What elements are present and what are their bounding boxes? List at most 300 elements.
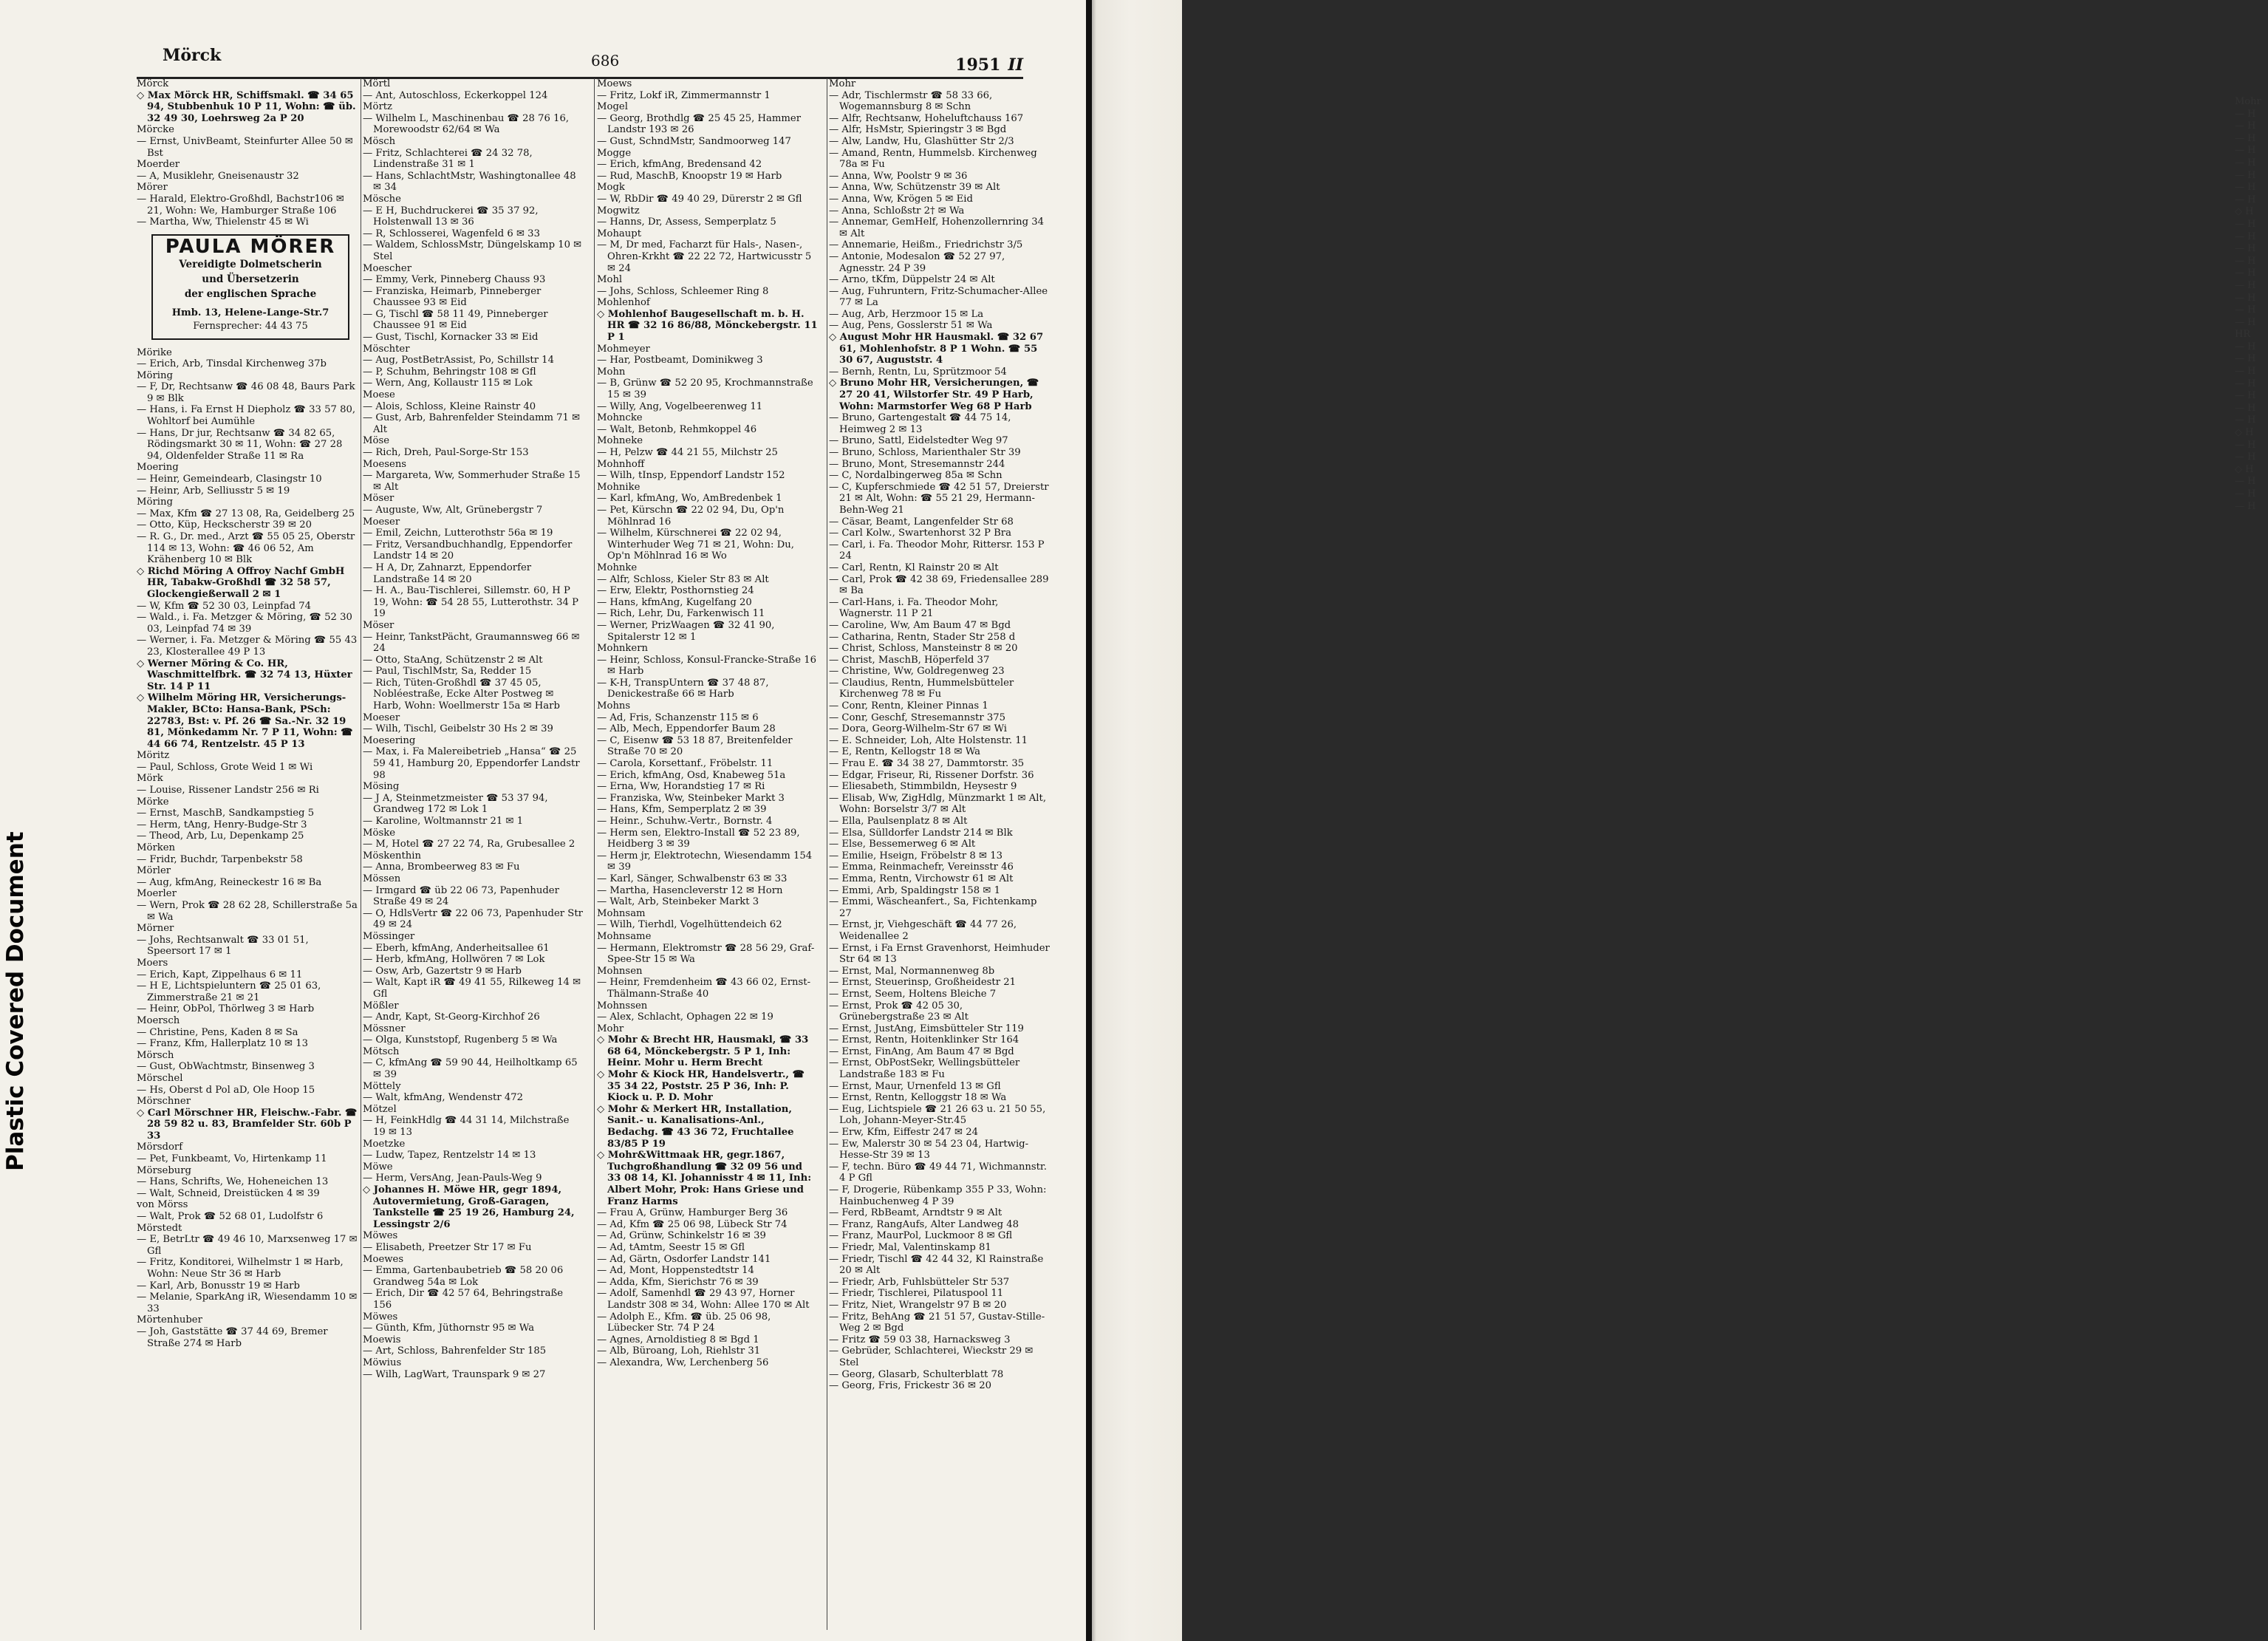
- edge-fragment: — H: [2235, 341, 2256, 352]
- adjacent-page-fragments: [2235, 96, 2268, 513]
- directory-entry: — Erw, Kfm, Eiffestr 247 ✉ 24: [829, 1127, 979, 1139]
- directory-entry: ◇ Carl Mörschner HR, Fleischw.-Fabr. ☎ 28 59 82 u. 83, Bramfelder Str. 60b P 33: [137, 1107, 358, 1142]
- surname-heading: Moerder: [137, 159, 180, 171]
- directory-entry: — Otto, StaAng, Schützenstr 2 ✉ Alt: [363, 654, 543, 666]
- directory-entry: — Alb, Büroang, Loh, Riehlstr 31: [597, 1345, 761, 1357]
- directory-entry: — Heinr, Gemeindearb, Clasingstr 10: [137, 474, 322, 485]
- surname-heading: Mohncke: [597, 412, 643, 424]
- directory-entry: — Claudius, Rentn, Hummelsbütteler Kirchenweg 78 ✉ Fu: [829, 677, 1014, 700]
- directory-entry: — M, Hotel ☎ 27 22 74, Ra, Grubesallee 2: [363, 839, 575, 850]
- column-divider: [594, 78, 595, 1630]
- directory-entry: — Catharina, Rentn, Stader Str 258 d: [829, 631, 1016, 643]
- directory-entry: — Annemar, GemHelf, Hohenzollernring 34 ✉ Alt: [829, 216, 1045, 239]
- directory-entry: — Friedr, Arb, Fuhlsbütteler Str 537: [829, 1276, 1010, 1288]
- directory-entry: — K-H, TranspUntern ☎ 37 48 87, Denickestraße 66 ✉ Harb: [597, 677, 769, 700]
- directory-entry: — Christine, Ww, Goldregenweg 23: [829, 666, 1005, 678]
- directory-entry: — Ernst, Rentn, Kelloggstr 18 ✉ Wa: [829, 1092, 1007, 1104]
- directory-entry: — Alois, Schloss, Kleine Rainstr 40: [363, 400, 536, 412]
- surname-heading: Mötzel: [363, 1103, 397, 1115]
- directory-entry: — Auguste, Ww, Alt, Grünebergstr 7: [363, 504, 543, 516]
- directory-entry: — Martha, Ww, Thielenstr 45 ✉ Wi: [137, 216, 309, 228]
- edge-fragment: — H: [2235, 194, 2256, 205]
- directory-entry: — Caroline, Ww, Am Baum 47 ✉ Bgd: [829, 619, 1011, 631]
- surname-heading: Moesens: [363, 458, 407, 470]
- directory-entry: — Werner, i. Fa. Metzger & Möring ☎ 55 43 23, Klosterallee 49 P 13: [137, 635, 358, 658]
- directory-entry: — Emilie, Hseign, Fröbelstr 8 ✉ 13: [829, 850, 1003, 862]
- directory-entry: — Ernst, JustAng, Eimsbütteler Str 119: [829, 1023, 1024, 1034]
- directory-entry: — Max, Kfm ☎ 27 13 08, Ra, Geidelberg 25: [137, 508, 355, 519]
- directory-entry: — Karl, Arb, Bonusstr 19 ✉ Harb: [137, 1280, 300, 1292]
- surname-heading: Mogk: [597, 182, 625, 194]
- surname-heading: Mohnsen: [597, 965, 643, 977]
- directory-entry: — B, Grünw ☎ 52 20 95, Krochmannstraße 15 ✉ 39: [597, 378, 813, 401]
- surname-heading: Mörtl: [363, 78, 391, 89]
- directory-entry: — Otto, Küp, Heckscherstr 39 ✉ 20: [137, 519, 312, 531]
- directory-entry: — Erw, Elektr, Posthornstieg 24: [597, 585, 754, 597]
- edge-fragment: ◇ H: [2235, 206, 2254, 218]
- ad-line-2: und Übersetzerin: [202, 273, 299, 286]
- surname-heading: Moerler: [137, 888, 177, 900]
- surname-heading: Mörschner: [137, 1096, 191, 1108]
- directory-entry: — Elisab, Ww, ZigHdlg, Münzmarkt 1 ✉ Alt, Wohn: Borselstr 3/7 ✉ Alt: [829, 792, 1047, 816]
- directory-entry: — A, Musiklehr, Gneisenaustr 32: [137, 170, 299, 182]
- directory-entry: ◇ Mohlenhof Baugesellschaft m. b. H. HR ☎ 32 16 86/88, Mönckebergstr. 11 P 1: [597, 308, 818, 344]
- directory-entry: — Paul, Schloss, Grote Weid 1 ✉ Wi: [137, 761, 313, 773]
- directory-entry: — Rich, Dreh, Paul-Sorge-Str 153: [363, 447, 529, 458]
- directory-entry: — Carl, Rentn, Kl Rainstr 20 ✉ Alt: [829, 562, 999, 573]
- directory-entry: — Karl, Sänger, Schwalbenstr 63 ✉ 33: [597, 873, 788, 884]
- directory-entry: — Fritz ☎ 59 03 38, Harnacksweg 3: [829, 1334, 1011, 1345]
- surname-heading: Moews: [597, 78, 632, 89]
- edge-fragment: — H: [2235, 500, 2256, 512]
- directory-entry: — E, Rentn, Kellogstr 18 ✉ Wa: [829, 746, 980, 758]
- surname-heading: Moewes: [363, 1253, 404, 1265]
- directory-entry: — Ludw, Tapez, Rentzelstr 14 ✉ 13: [363, 1150, 536, 1161]
- directory-entry: — Willy, Ang, Vogelbeerenweg 11: [597, 400, 763, 412]
- surname-heading: Möwius: [363, 1357, 402, 1368]
- directory-entry: — R. G., Dr. med., Arzt ☎ 55 05 25, Oberstr 114 ✉ 13, Wohn: ☎ 46 06 52, Am Krähenberg 10 ✉ Blk: [137, 531, 355, 566]
- surname-heading: Mörschel: [137, 1072, 183, 1084]
- surname-heading: Mohr: [597, 1023, 624, 1034]
- directory-entry: — Eug, Lichtspiele ☎ 21 26 63 u. 21 50 55, Loh, Johann-Meyer-Str.45: [829, 1103, 1046, 1127]
- directory-entry: — Friedr, Mal, Valentinskamp 81: [829, 1241, 991, 1253]
- directory-entry: — Aug, PostBetrAssist, Po, Schillstr 14: [363, 355, 554, 366]
- directory-entry: — Eberh, kfmAng, Anderheitsallee 61: [363, 942, 550, 954]
- ad-address: Hmb. 13, Helene-Lange-Str.7: [171, 307, 329, 319]
- directory-entry: — Rich, Lehr, Du, Farkenwisch 11: [597, 608, 765, 620]
- directory-entry: — F, Drogerie, Rübenkamp 355 P 33, Wohn: Hainbuchenweg 4 P 39: [829, 1184, 1047, 1207]
- directory-entry: — Else, Bessemerweg 6 ✉ Alt: [829, 839, 976, 850]
- spine-label: Plastic Covered Document: [2, 831, 29, 1171]
- directory-entry: — Ella, Paulsenplatz 8 ✉ Alt: [829, 816, 968, 827]
- directory-entry: — Erich, Dir ☎ 42 57 64, Behringstraße 156: [363, 1288, 564, 1311]
- surname-heading: Möring: [137, 497, 173, 508]
- directory-entry: — Joh, Gaststätte ☎ 37 44 69, Bremer Straße 274 ✉ Harb: [137, 1326, 328, 1349]
- edge-fragment: — H: [2235, 108, 2256, 120]
- surname-heading: Mörke: [137, 796, 169, 808]
- edge-fragment: — H: [2235, 255, 2256, 267]
- directory-entry: — Harald, Elektro-Großhdl, Bachstr106 ✉ 21, Wohn: We, Hamburger Straße 106: [137, 193, 344, 216]
- surname-heading: Mohnhoff: [597, 458, 645, 470]
- directory-entry: — Alw, Landw, Hu, Glashütter Str 2/3: [829, 135, 1014, 147]
- directory-entry: — Theod, Arb, Lu, Depenkamp 25: [137, 830, 304, 842]
- directory-entry: — Anna, Ww, Krögen 5 ✉ Eid: [829, 193, 973, 205]
- surname-heading: Moese: [363, 389, 395, 401]
- surname-heading: Mörike: [137, 347, 172, 358]
- surname-heading: Mörtz: [363, 101, 392, 113]
- directory-entry: — Gust, SchndMstr, Sandmoorweg 147: [597, 135, 791, 147]
- directory-entry: — Agnes, Arnoldistieg 8 ✉ Bgd 1: [597, 1334, 759, 1345]
- directory-entry: — Dora, Georg-Wilhelm-Str 67 ✉ Wi: [829, 723, 1008, 735]
- directory-entry: — Ew, Malerstr 30 ✉ 54 23 04, Hartwig-Hesse-Str 39 ✉ 13: [829, 1138, 1029, 1161]
- directory-entry: — Fridr, Buchdr, Tarpenbekstr 58: [137, 853, 303, 865]
- directory-entry: — Elsa, Sülldorfer Landstr 214 ✉ Blk: [829, 827, 1013, 839]
- directory-entry: — W, RbDir ☎ 49 40 29, Dürerstr 2 ✉ Gfl: [597, 193, 802, 205]
- directory-entry: — Walt, Kapt iR ☎ 49 41 55, Rilkeweg 14 ✉ Gfl: [363, 977, 581, 1000]
- directory-entry: — Adda, Kfm, Sierichstr 76 ✉ 39: [597, 1276, 759, 1288]
- surname-heading: Möser: [363, 619, 394, 631]
- surname-heading: Mohnsam: [597, 907, 646, 919]
- surname-heading: Moersch: [137, 1014, 180, 1026]
- surname-heading: Mohn: [597, 366, 626, 378]
- directory-entry: ◇ August Mohr HR Hausmakl. ☎ 32 67 61, Mohlenhofstr. 8 P 1 Wohn. ☎ 55 30 67, Auguststr. 4: [829, 332, 1044, 366]
- directory-entry: — Gust, Tischl, Kornacker 33 ✉ Eid: [363, 332, 539, 344]
- directory-entry: — Johs, Schloss, Schleemer Ring 8: [597, 285, 769, 297]
- directory-entry: — Carl, Prok ☎ 42 38 69, Friedensallee 289 ✉ Ba: [829, 573, 1049, 597]
- surname-heading: Möske: [363, 827, 396, 839]
- surname-heading: Moescher: [363, 262, 412, 274]
- directory-entry: — Walt, Arb, Steinbeker Markt 3: [597, 896, 759, 908]
- surname-heading: Mösing: [363, 781, 400, 793]
- directory-entry: — Friedr, Tischlerei, Pilatuspool 11: [829, 1288, 1004, 1300]
- surname-heading: Mörseburg: [137, 1164, 191, 1176]
- directory-entry: — Fritz, BehAng ☎ 21 51 57, Gustav-Stille-Weg 2 ✉ Bgd: [829, 1311, 1045, 1334]
- directory-entry: — Emmi, Arb, Spaldingstr 158 ✉ 1: [829, 884, 1000, 896]
- directory-entry: — Max, i. Fa Malereibetrieb „Hansa“ ☎ 25 59 41, Hamburg 20, Eppendorfer Landstr 98: [363, 746, 580, 781]
- edge-fragment: — H: [2235, 488, 2256, 499]
- directory-entry: — W, Kfm ☎ 52 30 03, Leinpfad 74: [137, 600, 312, 612]
- directory-entry: — Emma, Gartenbaubetrieb ☎ 58 20 06 Grandweg 54a ✉ Lok: [363, 1265, 564, 1288]
- directory-entry: — Conr, Rentn, Kleiner Pinnas 1: [829, 700, 988, 712]
- surname-heading: Mogel: [597, 101, 628, 113]
- directory-entry: ◇ Werner Möring & Co. HR, Waschmittelfbrk. ☎ 32 74 13, Hüxter Str. 14 P 11: [137, 658, 352, 692]
- edge-fragment: — H: [2235, 304, 2256, 316]
- header-year: 1951 II: [955, 55, 1023, 75]
- edge-fragment: — H: [2235, 316, 2256, 328]
- directory-entry: — Gust, Arb, Bahrenfelder Steindamm 71 ✉ Alt: [363, 412, 581, 435]
- directory-entry: — Emma, Reinmachefr, Vereinsstr 46: [829, 862, 1014, 873]
- directory-entry: — H A, Dr, Zahnarzt, Eppendorfer Landstraße 14 ✉ 20: [363, 562, 532, 585]
- header-name: Mörck: [163, 46, 222, 65]
- directory-entry: — Ferd, RbBeamt, Arndtstr 9 ✉ Alt: [829, 1207, 1003, 1219]
- directory-entry: — Paul, TischlMstr, Sa, Redder 15: [363, 666, 532, 678]
- directory-entry: — Wilh, tInsp, Eppendorf Landstr 152: [597, 470, 785, 482]
- directory-entry: — H E, Lichtspieluntern ☎ 25 01 63, Zimmerstraße 21 ✉ 21: [137, 980, 321, 1003]
- edge-fragment: — H: [2235, 169, 2256, 181]
- directory-entry: — Johs, Rechtsanwalt ☎ 33 01 51, Speersort 17 ✉ 1: [137, 934, 309, 958]
- surname-heading: Mohmeyer: [597, 343, 650, 355]
- directory-entry: — Ernst, jr, Viehgeschäft ☎ 44 77 26, Weidenallee 2: [829, 919, 1017, 942]
- ad-line-3: der englischen Sprache: [184, 288, 317, 301]
- column-4: [829, 78, 1051, 1630]
- edge-fragment: ◇ H: [2235, 463, 2254, 475]
- directory-entry: — Pet, Funkbeamt, Vo, Hirtenkamp 11: [137, 1153, 327, 1165]
- surname-heading: Mößler: [363, 1000, 399, 1011]
- directory-entry: ◇ Bruno Mohr HR, Versicherungen, ☎ 27 20 41, Wilstorfer Str. 49 P Harb, Wohn: Marmstorfer Weg 68 P Harb: [829, 378, 1039, 412]
- surname-heading: Möritz: [137, 750, 170, 762]
- directory-entry: — Heinr., Schuhw.-Vertr., Bornstr. 4: [597, 816, 773, 827]
- directory-entry: — Irmgard ☎ üb 22 06 73, Papenhuder Straße 49 ✉ 24: [363, 884, 559, 908]
- edge-fragment: — H: [2235, 267, 2256, 279]
- directory-entry: ◇ Wilhelm Möring HR, Versicherungs-Makler, BCto: Hansa-Bank, PSch: 22783, Bst: v. Pf. 26 ☎ Sa.-Nr. 32 19 81, Mönkedamm Nr. 7 P 11, Wohn: ☎ 44 66 74, Rentzelstr. 45 P 13: [137, 692, 353, 750]
- directory-entry: — Art, Schloss, Bahrenfelder Str 185: [363, 1345, 547, 1357]
- directory-entry: — Osw, Arb, Gazertstr 9 ✉ Harb: [363, 965, 522, 977]
- directory-entry: — Walt, Betonb, Rehmkoppel 46: [597, 423, 757, 435]
- surname-heading: Mössen: [363, 873, 401, 884]
- surname-heading: Möser: [363, 493, 394, 505]
- directory-entry: — Amand, Rentn, Hummelsb. Kirchenweg 78a ✉ Fu: [829, 147, 1037, 171]
- edge-fragment: — H: [2235, 243, 2256, 255]
- directory-entry: — Cäsar, Beamt, Langenfelder Str 68: [829, 516, 1014, 528]
- edge-fragment: — H: [2235, 451, 2256, 463]
- directory-entry: — Anna, Ww, Poolstr 9 ✉ 36: [829, 170, 968, 182]
- directory-entry: — Heinr, ObPol, Thörlweg 3 ✉ Harb: [137, 1003, 315, 1015]
- directory-entry: — Wern, Ang, Kollaustr 115 ✉ Lok: [363, 378, 533, 389]
- directory-entry: — Christ, Schloss, Mansteinstr 8 ✉ 20: [829, 643, 1018, 655]
- directory-entry: — Ad, Gärtn, Osdorfer Landstr 141: [597, 1253, 771, 1265]
- directory-entry: — Christ, MaschB, Höperfeld 37: [829, 654, 990, 666]
- edge-fragment: — H: [2235, 218, 2256, 230]
- directory-entry: — Louise, Rissener Landstr 256 ✉ Ri: [137, 785, 319, 796]
- directory-entry: — Wilhelm L, Maschinenbau ☎ 28 76 16, Morewoodstr 62/64 ✉ Wa: [363, 112, 570, 136]
- edge-fragment: — H: [2235, 476, 2256, 488]
- directory-entry: — Adolph E., Kfm. ☎ üb. 25 06 98, Lübecker Str. 74 P 24: [597, 1311, 771, 1334]
- directory-entry: — Hans, Kfm, Semperplatz 2 ✉ 39: [597, 804, 767, 816]
- edge-fragment: — H: [2235, 145, 2256, 157]
- surname-heading: Mohnsame: [597, 930, 652, 942]
- edge-fragment: HR: [2235, 329, 2251, 341]
- surname-heading: Mogge: [597, 147, 632, 159]
- directory-entry: — Hermann, Elektromstr ☎ 28 56 29, Graf-Spee-Str 15 ✉ Wa: [597, 942, 815, 966]
- directory-entry: — Franz, MaurPol, Luckmoor 8 ✉ Gfl: [829, 1230, 1013, 1242]
- directory-entry: — Ernst, FinAng, Am Baum 47 ✉ Bgd: [829, 1045, 1014, 1057]
- directory-entry: — Emmy, Verk, Pinneberg Chauss 93: [363, 274, 546, 286]
- surname-heading: Moesering: [363, 734, 416, 746]
- column-2: [363, 78, 584, 1630]
- edge-fragment: — H: [2235, 390, 2256, 402]
- directory-entry: — Fritz, Konditorei, Wilhelmstr 1 ✉ Harb, Wohn: Neue Str 36 ✉ Harb: [137, 1257, 344, 1280]
- surname-heading: Mohl: [597, 274, 623, 286]
- directory-entry: — Walt, Schneid, Dreistücken 4 ✉ 39: [137, 1187, 320, 1199]
- edge-fragment: — H: [2235, 231, 2256, 242]
- directory-entry: — Aug, Arb, Herzmoor 15 ✉ La: [829, 308, 984, 320]
- surname-heading: Mohlenhof: [597, 297, 650, 309]
- surname-heading: Mörck: [137, 78, 169, 89]
- column-3: [597, 78, 819, 1630]
- edge-fragment: — H: [2235, 414, 2256, 426]
- directory-entry: — Waldem, SchlossMstr, Düngelskamp 10 ✉ Stel: [363, 239, 582, 262]
- advertisement-box: [151, 234, 349, 340]
- directory-entry: — Ernst, MaschB, Sandkampstieg 5: [137, 808, 315, 819]
- directory-entry: — Adolf, Samenhdl ☎ 29 43 97, Horner Landstr 308 ✉ 34, Wohn: Allee 170 ✉ Alt: [597, 1288, 810, 1311]
- directory-entry: — Alfr, Rechtsanw, Hoheluftchauss 167: [829, 112, 1024, 124]
- surname-heading: Mössner: [363, 1023, 406, 1034]
- surname-heading: von Mörss: [137, 1199, 188, 1211]
- directory-entry: — Carl-Hans, i. Fa. Theodor Mohr, Wagnerstr. 11 P 21: [829, 596, 999, 620]
- directory-entry: — Ernst, Seem, Holtens Bleiche 7: [829, 988, 997, 1000]
- edge-fragment: — H: [2235, 132, 2256, 144]
- directory-entry: — Hans, SchlachtMstr, Washingtonallee 48 ✉ 34: [363, 170, 576, 194]
- directory-entry: — E, BetrLtr ☎ 49 46 10, Marxsenweg 17 ✉ Gfl: [137, 1234, 358, 1257]
- directory-entry: — Bruno, Schloss, Marienthaler Str 39: [829, 447, 1021, 458]
- directory-entry: — Wern, Prok ☎ 28 62 28, Schillerstraße 5a ✉ Wa: [137, 900, 358, 923]
- directory-entry: — Olga, Kunststopf, Rugenberg 5 ✉ Wa: [363, 1034, 558, 1046]
- surname-heading: Möschter: [363, 343, 410, 355]
- directory-entry: — Hans, kfmAng, Kugelfang 20: [597, 596, 752, 608]
- surname-heading: Mötsch: [363, 1045, 400, 1057]
- directory-entry: — H, Pelzw ☎ 44 21 55, Milchstr 25: [597, 447, 778, 458]
- surname-heading: Mörk: [137, 773, 163, 785]
- directory-entry: — Erich, kfmAng, Bredensand 42: [597, 159, 762, 171]
- directory-entry: — Hans, Schrifts, We, Hoheneichen 13: [137, 1176, 329, 1188]
- directory-entry: — Emil, Zeichn, Lutterothstr 56a ✉ 19: [363, 528, 553, 539]
- directory-entry: — Erich, Kapt, Zippelhaus 6 ✉ 11: [137, 969, 303, 980]
- directory-entry: — E H, Buchdruckerei ☎ 35 37 92, Holstenwall 13 ✉ 36: [363, 205, 539, 228]
- directory-entry: — Bruno, Gartengestalt ☎ 44 75 14, Heimweg 2 ✉ 13: [829, 412, 1011, 435]
- directory-entry: — Aug, kfmAng, Reineckestr 16 ✉ Ba: [137, 876, 322, 888]
- page-header: [137, 44, 1023, 74]
- directory-entry: — Anna, Ww, Schützenstr 39 ✉ Alt: [829, 182, 1000, 194]
- directory-entry: — Heinr, Arb, Selliusstr 5 ✉ 19: [137, 485, 290, 497]
- surname-heading: Moers: [137, 957, 168, 969]
- directory-entry: — Gebrüder, Schlachterei, Wieckstr 29 ✉ Stel: [829, 1345, 1034, 1368]
- edge-fragment: — H: [2235, 353, 2256, 365]
- directory-entry: — Andr, Kapt, St-Georg-Kirchhof 26: [363, 1011, 540, 1023]
- directory-entry: — Bernh, Rentn, Lu, Sprützmoor 54: [829, 366, 1007, 378]
- surname-heading: Mörcke: [137, 124, 174, 136]
- directory-entry: — Georg, Fris, Frickestr 36 ✉ 20: [829, 1380, 992, 1392]
- directory-entry: — Wilh, LagWart, Traunspark 9 ✉ 27: [363, 1368, 546, 1380]
- directory-entry: — Friedr, Tischl ☎ 42 44 32, Kl Rainstraße 20 ✉ Alt: [829, 1253, 1044, 1277]
- surname-heading: Mörer: [137, 182, 168, 194]
- surname-heading: Moering: [137, 462, 179, 474]
- directory-entry: — Erich, Arb, Tinsdal Kirchenweg 37b: [137, 358, 327, 370]
- edge-fragment: — H: [2235, 279, 2256, 291]
- directory-entry: ◇ Johannes H. Möwe HR, gegr 1894, Autovermietung, Groß-Garagen, Tankstelle ☎ 25 19 26, Hamburg 24, Lessingstr 2/6: [363, 1184, 575, 1230]
- surname-heading: Mörsch: [137, 1049, 174, 1061]
- directory-entry: — C, Eisenw ☎ 53 18 87, Breitenfelder Straße 70 ✉ 20: [597, 734, 793, 758]
- directory-entry: — Wilhelm, Kürschnerei ☎ 22 02 94, Winterhuder Weg 71 ✉ 21, Wohn: Du, Op'n Möhlnrad 16 ✉ Wo: [597, 528, 794, 562]
- directory-entry: — Arno, tKfm, Düppelstr 24 ✉ Alt: [829, 274, 995, 286]
- directory-entry: — Wilh, Tierhdl, Vogelhüttendeich 62: [597, 919, 782, 931]
- directory-entry: — Rich, Tüten-Großhdl ☎ 37 45 05, Nobléestraße, Ecke Alter Postweg ✉ Harb, Wohn: Woellmerstr 15a ✉ Harb: [363, 677, 560, 712]
- surname-heading: Mohns: [597, 700, 631, 712]
- directory-entry: — Carl, i. Fa. Theodor Mohr, Rittersr. 153 P 24: [829, 539, 1045, 562]
- surname-heading: Möwes: [363, 1311, 398, 1323]
- directory-entry: — Ernst, Steuerinsp, Großheidestr 21: [829, 977, 1016, 989]
- directory-page: [0, 0, 1086, 1641]
- column-1: [137, 78, 358, 1630]
- directory-entry: — Georg, Brothdlg ☎ 25 45 25, Hammer Landstr 193 ✉ 26: [597, 112, 802, 136]
- directory-entry: — Martha, Hasencleverstr 12 ✉ Horn: [597, 884, 783, 896]
- directory-entry: — Ad, Grünw, Schinkelstr 16 ✉ 39: [597, 1230, 766, 1242]
- directory-entry: — Annemarie, Heißm., Friedrichstr 3/5: [829, 239, 1023, 251]
- directory-entry: — Melanie, SparkAng iR, Wiesendamm 10 ✉ 33: [137, 1292, 358, 1314]
- directory-entry: — Ad, Fris, Schanzenstr 115 ✉ 6: [597, 712, 759, 723]
- surname-heading: Mohneke: [597, 435, 643, 447]
- directory-entry: — Herm, tAng, Henry-Budge-Str 3: [137, 819, 307, 830]
- directory-entry: — Alb, Mech, Eppendorfer Baum 28: [597, 723, 776, 735]
- directory-entry: — Hans, Dr jur, Rechtsanw ☎ 34 82 65, Rödingsmarkt 30 ✉ 11, Wohn: ☎ 27 28 94, Oldenfelder Straße 11 ✉ Ra: [137, 427, 343, 462]
- surname-heading: Möttely: [363, 1080, 401, 1092]
- page-number: 686: [591, 52, 620, 69]
- directory-entry: — Bruno, Sattl, Eidelstedter Weg 97: [829, 435, 1008, 447]
- directory-entry: — Carola, Korsettanf., Fröbelstr. 11: [597, 758, 773, 770]
- directory-entry: — Karl, kfmAng, Wo, AmBredenbek 1: [597, 493, 782, 505]
- directory-entry: — Fritz, Versandbuchhandlg, Eppendorfer Landstr 14 ✉ 20: [363, 539, 573, 562]
- directory-entry: — Hanns, Dr, Assess, Semperplatz 5: [597, 216, 776, 228]
- directory-entry: — Rud, MaschB, Knoopstr 19 ✉ Harb: [597, 170, 782, 182]
- directory-entry: — Ernst, Rentn, Hoitenklinker Str 164: [829, 1034, 1019, 1046]
- directory-entry: — Gust, ObWachtmstr, Binsenweg 3: [137, 1061, 315, 1073]
- directory-entry: — Aug, Fuhruntern, Fritz-Schumacher-Allee 77 ✉ La: [829, 285, 1048, 309]
- directory-entry: — Alexandra, Ww, Lerchenberg 56: [597, 1357, 769, 1368]
- directory-entry: — Heinr, Schloss, Konsul-Francke-Straße 16 ✉ Harb: [597, 654, 817, 678]
- directory-entry: — Hs, Oberst d Pol aD, Ole Hoop 15: [137, 1084, 315, 1096]
- directory-entry: — F, techn. Büro ☎ 49 44 71, Wichmannstr. 4 P Gfl: [829, 1161, 1047, 1184]
- surname-heading: Mösch: [363, 135, 396, 147]
- edge-fragment: Mohr: [2235, 96, 2261, 107]
- surname-heading: Mohnike: [597, 481, 641, 493]
- directory-entry: — C, Kupferschmiede ☎ 42 51 57, Dreierstr 21 ✉ Alt, Wohn: ☎ 55 21 29, Hermann-Behn-Weg 21: [829, 481, 1049, 516]
- directory-entry: — Ernst, ObPostSekr, Wellingsbütteler Landstraße 183 ✉ Fu: [829, 1057, 1020, 1081]
- directory-entry: — Alfr, Schloss, Kieler Str 83 ✉ Alt: [597, 573, 769, 585]
- directory-entry: — Christine, Pens, Kaden 8 ✉ Sa: [137, 1026, 298, 1038]
- adjacent-page-edge: [1086, 0, 2261, 1641]
- directory-entry: — Anna, Brombeerweg 83 ✉ Fu: [363, 862, 520, 873]
- directory-entry: — Edgar, Friseur, Ri, Rissener Dorfstr. 36: [829, 769, 1034, 781]
- surname-heading: Mössinger: [363, 930, 415, 942]
- directory-entry: — Ernst, i Fa Ernst Gravenhorst, Heimhuder Str 64 ✉ 13: [829, 942, 1050, 966]
- directory-entry: — Walt, Prok ☎ 52 68 01, Ludolfstr 6: [137, 1211, 324, 1223]
- directory-entry: — Adr, Tischlermstr ☎ 58 33 66, Wogemannsburg 8 ✉ Schn: [829, 89, 993, 113]
- column-1-bottom-entries: [137, 347, 358, 1350]
- directory-entry: — Wald., i. Fa. Metzger & Möring, ☎ 52 30 03, Leinpfad 74 ✉ 39: [137, 612, 352, 635]
- ad-phone: Fernsprecher: 44 43 75: [193, 320, 308, 332]
- directory-entry: — Ernst, Prok ☎ 42 05 30, Grünebergstraße 23 ✉ Alt: [829, 1000, 969, 1023]
- page-gutter: [1086, 0, 1092, 1641]
- surname-heading: Mohnssen: [597, 1000, 648, 1011]
- edge-fragment: ◇ H: [2235, 427, 2254, 439]
- ad-name: PAULA MÖRER: [165, 235, 336, 258]
- directory-entry: — Margareta, Ww, Sommerhuder Straße 15 ✉ Alt: [363, 470, 581, 493]
- directory-entry: — Ad, tAmtm, Seestr 15 ✉ Gfl: [597, 1241, 745, 1253]
- surname-heading: Möse: [363, 435, 390, 447]
- surname-heading: Möskenthin: [363, 850, 422, 862]
- header-volume: II: [1008, 55, 1023, 75]
- surname-heading: Mörken: [137, 842, 176, 854]
- directory-entry: ◇ Mohr & Merkert HR, Installation, Sanit.- u. Kanalisations-Anl., Bedachg. ☎ 43 36 72, Fruchtallee 83/85 P 19: [597, 1103, 794, 1150]
- surname-heading: Mösche: [363, 193, 401, 205]
- directory-entry: — Erich, kfmAng, Osd, Knabeweg 51a: [597, 769, 786, 781]
- edge-fragment: — H: [2235, 378, 2256, 389]
- edge-fragment: — H: [2235, 120, 2256, 132]
- directory-entry: — Franziska, Ww, Steinbeker Markt 3: [597, 792, 785, 804]
- surname-heading: Mohnke: [597, 562, 638, 573]
- directory-entry: — Heinr, Fremdenheim ☎ 43 66 02, Ernst-Thälmann-Straße 40: [597, 977, 811, 1000]
- surname-heading: Mogwitz: [597, 205, 640, 216]
- directory-entry: — Antonie, Modesalon ☎ 52 27 97, Agnesstr. 24 P 39: [829, 250, 1005, 274]
